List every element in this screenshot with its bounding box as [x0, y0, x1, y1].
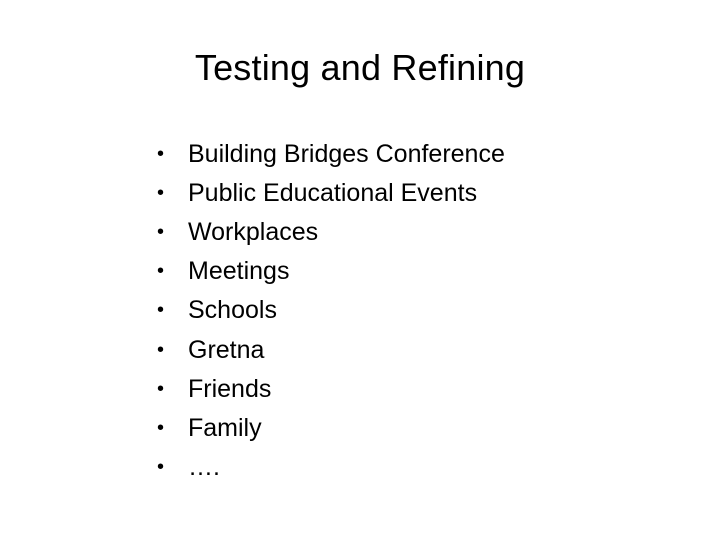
list-item-text: Meetings	[188, 257, 290, 286]
slide-title: Testing and Refining	[194, 47, 526, 88]
list-item	[155, 330, 505, 369]
bullet-icon: •	[157, 338, 165, 361]
bullet-icon: •	[157, 143, 165, 166]
bullet-icon: •	[157, 299, 165, 322]
bullet-icon: •	[157, 182, 165, 205]
list-item-text: Public Educational Events	[188, 179, 478, 208]
list-item	[155, 252, 505, 291]
list-item-text: ….	[188, 452, 220, 481]
list-item	[155, 291, 505, 330]
list-item-text: Family	[188, 413, 262, 442]
list-item	[155, 174, 505, 213]
bullet-icon: •	[157, 416, 165, 439]
list-item	[155, 135, 505, 174]
bullet-icon: •	[157, 377, 165, 400]
list-item-text: Building Bridges Conference	[188, 140, 505, 169]
list-item	[155, 213, 505, 252]
list-item-text: Schools	[188, 296, 277, 325]
bullet-icon: •	[157, 455, 165, 478]
bullet-list	[155, 135, 505, 487]
list-item	[155, 448, 505, 487]
list-item-text: Friends	[188, 374, 272, 403]
bullet-icon: •	[157, 260, 165, 283]
list-item-text: Gretna	[188, 335, 265, 364]
bullet-icon: •	[157, 221, 165, 244]
list-item	[155, 409, 505, 448]
list-item	[155, 370, 505, 409]
list-item-text: Workplaces	[188, 218, 319, 247]
